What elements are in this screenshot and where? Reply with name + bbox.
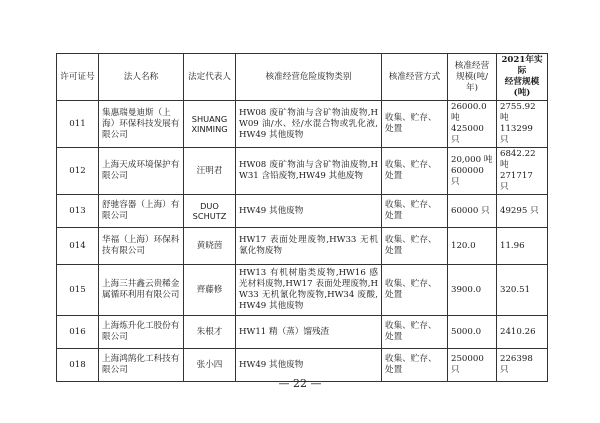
cell-waste-categories: HW13 有机树脂类废物,HW16 感光材料废物,HW17 表面处理废物,HW33 无机氰化物废物,HW34 废酸,HW49 其他废物 <box>236 265 382 316</box>
table-row <box>57 101 548 148</box>
table-header-row <box>57 54 548 101</box>
cell-operation-mode: 收集、贮存、处置 <box>382 148 448 195</box>
cell-approved-scale: 120.0 <box>448 228 497 265</box>
cell-actual-scale: 49295 只 <box>497 195 548 228</box>
cell-actual-scale: 6842.22 吨 271717 只 <box>497 148 548 195</box>
cell-legal-rep: SHUANG XINMING <box>184 101 236 148</box>
cell-operation-mode: 收集、贮存、处置 <box>382 195 448 228</box>
cell-license-no: 013 <box>57 195 99 228</box>
cell-approved-scale: 250000 只 <box>448 349 497 382</box>
cell-actual-scale: 320.51 <box>497 265 548 316</box>
cell-legal-name: 上海天成环境保护有限公司 <box>99 148 184 195</box>
cell-operation-mode: 收集、贮存、处置 <box>382 265 448 316</box>
cell-license-no: 011 <box>57 101 99 148</box>
cell-actual-scale: 11.96 <box>497 228 548 265</box>
cell-legal-name: 舒驰容器（上海）有限公司 <box>99 195 184 228</box>
cell-waste-categories: HW49 其他废物 <box>236 349 382 382</box>
cell-actual-scale: 2755.92 吨 113299 只 <box>497 101 548 148</box>
cell-operation-mode: 收集、贮存、处置 <box>382 349 448 382</box>
page-number: — 22 — <box>278 377 322 390</box>
cell-legal-name: 华福（上海）环保科技有限公司 <box>99 228 184 265</box>
cell-waste-categories: HW11 精（蒸）馏残渣 <box>236 316 382 349</box>
header-actual-scale: 2021年实际 经营规模(吨) <box>497 54 548 101</box>
cell-legal-rep: 张小四 <box>184 349 236 382</box>
cell-legal-name: 集惠瑞曼迪斯（上海）环保科技发展有限公司 <box>99 101 184 148</box>
cell-license-no: 014 <box>57 228 99 265</box>
cell-waste-categories: HW49 其他废物 <box>236 195 382 228</box>
header-legal-rep: 法定代表人 <box>184 54 236 101</box>
cell-license-no: 018 <box>57 349 99 382</box>
cell-legal-name: 上海三井鑫云贵稀金属循环利用有限公司 <box>99 265 184 316</box>
header-approved-scale: 核准经营 规模(吨/年) <box>448 54 497 101</box>
table-row <box>57 228 548 265</box>
hazardous-waste-permit-table <box>56 53 548 382</box>
cell-approved-scale: 60000 只 <box>448 195 497 228</box>
header-operation-mode: 核准经营方式 <box>382 54 448 101</box>
cell-operation-mode: 收集、贮存、处置 <box>382 316 448 349</box>
cell-waste-categories: HW08 废矿物油与含矿物油废物,HW09 油/水、烃/水混合物或乳化液,HW49 其他废物 <box>236 101 382 148</box>
cell-operation-mode: 收集、贮存、处置 <box>382 228 448 265</box>
header-license-no: 许可证号 <box>57 54 99 101</box>
table-row <box>57 195 548 228</box>
cell-legal-rep: 黄晓茵 <box>184 228 236 265</box>
cell-legal-rep: DUO SCHUTZ <box>184 195 236 228</box>
cell-approved-scale: 26000.0 吨 425000 只 <box>448 101 497 148</box>
header-legal-name: 法人名称 <box>99 54 184 101</box>
cell-approved-scale: 5000.0 <box>448 316 497 349</box>
cell-legal-name: 上海炼升化工股份有限公司 <box>99 316 184 349</box>
table-row <box>57 316 548 349</box>
cell-legal-rep: 齊藤修 <box>184 265 236 316</box>
cell-approved-scale: 3900.0 <box>448 265 497 316</box>
cell-license-no: 015 <box>57 265 99 316</box>
cell-waste-categories: HW08 废矿物油与含矿物油废物,HW31 含铅废物,HW49 其他废物 <box>236 148 382 195</box>
header-waste-categories: 核准经营危险废物类别 <box>236 54 382 101</box>
table-row <box>57 148 548 195</box>
table-row <box>57 265 548 316</box>
cell-operation-mode: 收集、贮存、处置 <box>382 101 448 148</box>
cell-legal-rep: 朱根才 <box>184 316 236 349</box>
cell-approved-scale: 20,000 吨 600000 只 <box>448 148 497 195</box>
cell-waste-categories: HW17 表面处理废物,HW33 无机氰化物废物 <box>236 228 382 265</box>
cell-legal-rep: 汪明君 <box>184 148 236 195</box>
cell-legal-name: 上海鸿鹄化工科技有限公司 <box>99 349 184 382</box>
cell-actual-scale: 2410.26 <box>497 316 548 349</box>
cell-actual-scale: 226398 只 <box>497 349 548 382</box>
cell-license-no: 012 <box>57 148 99 195</box>
cell-license-no: 016 <box>57 316 99 349</box>
